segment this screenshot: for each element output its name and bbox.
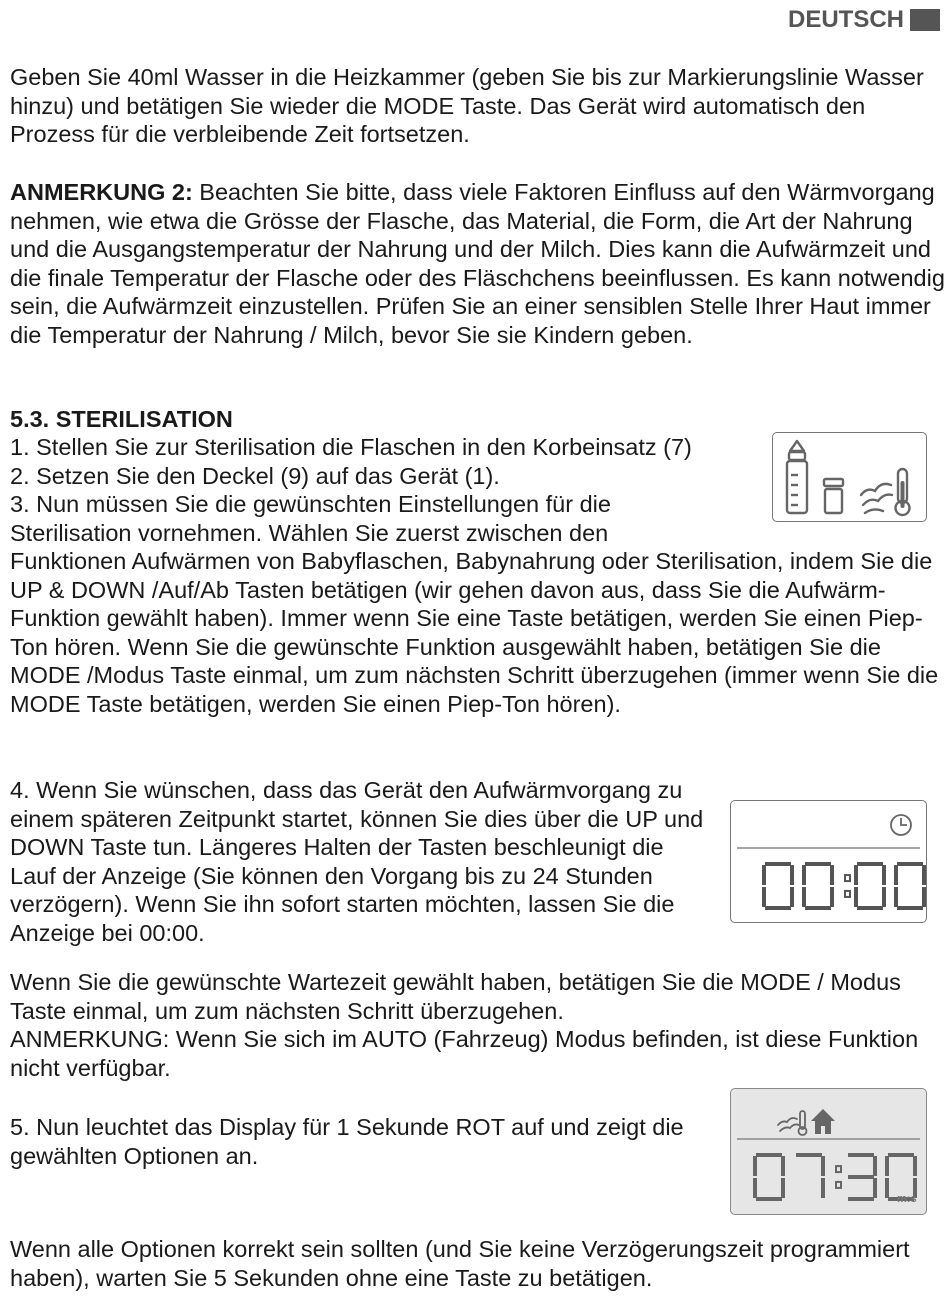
paragraph-note-2 bbox=[10, 178, 945, 350]
steam-thermometer-icon bbox=[861, 469, 910, 515]
language-bar bbox=[910, 9, 940, 31]
run-time-unit: m:s bbox=[897, 1193, 917, 1205]
lcd-colon-dot bbox=[836, 1166, 841, 1172]
step-3-body: Funktionen Aufwärmen von Babyflaschen, Babynahrung oder Sterilisation, indem Sie die UP & DOWN /Auf/Ab Tasten betätigen (wir gehen davon aus, dass Sie die Aufwärm-Funktion gewählt haben). Immer wenn Sie eine Taste betätigen, werden Sie einen Piep-Ton hören. Wenn Sie die gewünschte Funktion ausgewählt haben, betätigen Sie die MODE /Modus Taste einmal, um zum nächsten Schritt überzugehen (immer wenn Sie die MODE Taste betätigen, werden Sie einen Piep-Ton hören). bbox=[10, 548, 939, 717]
note-2-text: Beachten Sie bitte, dass viele Faktoren Einfluss auf den Wärmvorgang nehmen, wie etwa die Grösse der Flasche, das Material, die Form, die Art der Nahrung und die Ausgangstemperatur der Nahrung und der Milch. Dies kann die Aufwärmzeit und die finale Temperatur der Flasche oder des Fläschchens beeinflussen. Es kann notwendig sein, die Aufwärmzeit einzustellen. Prüfen Sie an einer sensiblen Stelle Ihrer Haut immer die Temperatur der Nahrung / Milch, bevor Sie sie Kindern geben. bbox=[10, 179, 945, 348]
lcd-colon-dot bbox=[836, 1182, 841, 1188]
steam-thermometer-icon bbox=[778, 1111, 807, 1135]
delay-time-digits bbox=[764, 864, 924, 908]
step-3-line-1: 3. Nun müssen Sie die gewünschten Einstellungen für die bbox=[10, 491, 611, 517]
paragraph-water: Geben Sie 40ml Wasser in die Heizkammer (geben Sie bis zur Markierungslinie Wasser hinzu) und betätigen Sie wieder die MODE Taste. Das Gerät wird automatisch den Prozess für die verbleibende Zeit fortsetzen. bbox=[10, 64, 924, 148]
language-header bbox=[788, 6, 940, 34]
section-title: 5.3. STERILISATION bbox=[10, 406, 233, 432]
lcd-colon-dot bbox=[845, 891, 850, 897]
language-label: DEUTSCH bbox=[787, 6, 904, 33]
paragraph-note-auto: ANMERKUNG: Wenn Sie sich im AUTO (Fahrzeug) Modus befinden, ist diese Funktion nicht verfügbar. bbox=[10, 1026, 919, 1081]
paragraph-wait: Wenn Sie die gewünschte Wartezeit gewählt haben, betätigen Sie die MODE / Modus Taste einmal, um zum nächsten Schritt überzugehen. bbox=[10, 969, 901, 1024]
run-time-digits bbox=[755, 1155, 915, 1199]
home-icon bbox=[811, 1109, 835, 1134]
food-jar-icon bbox=[824, 479, 843, 513]
lcd-delay-display bbox=[730, 800, 927, 923]
lcd-colon-dot bbox=[845, 875, 850, 881]
lcd-run-display bbox=[730, 1088, 927, 1215]
step-4: 4. Wenn Sie wünschen, dass das Gerät den Aufwärmvorgang zu einem späteren Zeitpunkt startet, können Sie dies über die UP und DOWN Taste tun. Längeres Halten der Tasten beschleunigt die Lauf der Anzeige (Sie können den Vorgang bis zu 24 Stunden verzögern). Wenn Sie ihn sofort starten möchten, lassen Sie die Anzeige bei 00:00. bbox=[10, 777, 704, 946]
baby-bottle-icon bbox=[787, 441, 807, 513]
note-2-label: ANMERKUNG 2: bbox=[10, 179, 193, 205]
step-2: 2. Setzen Sie den Deckel (9) auf das Gerät (1). bbox=[10, 463, 500, 489]
lcd-mode-display bbox=[772, 432, 927, 522]
paragraph-final: Wenn alle Optionen korrekt sein sollten (und Sie keine Verzögerungszeit programmiert haben), warten Sie 5 Sekunden ohne eine Taste zu betätigen. bbox=[10, 1236, 910, 1291]
clock-icon bbox=[891, 815, 911, 835]
step-5: 5. Nun leuchtet das Display für 1 Sekunde ROT auf und zeigt die gewählten Optionen an. bbox=[10, 1114, 684, 1169]
step-1: 1. Stellen Sie zur Sterilisation die Flaschen in den Korbeinsatz (7) bbox=[10, 434, 692, 460]
step-3-line-2: Sterilisation vornehmen. Wählen Sie zuerst zwischen den bbox=[10, 520, 609, 546]
